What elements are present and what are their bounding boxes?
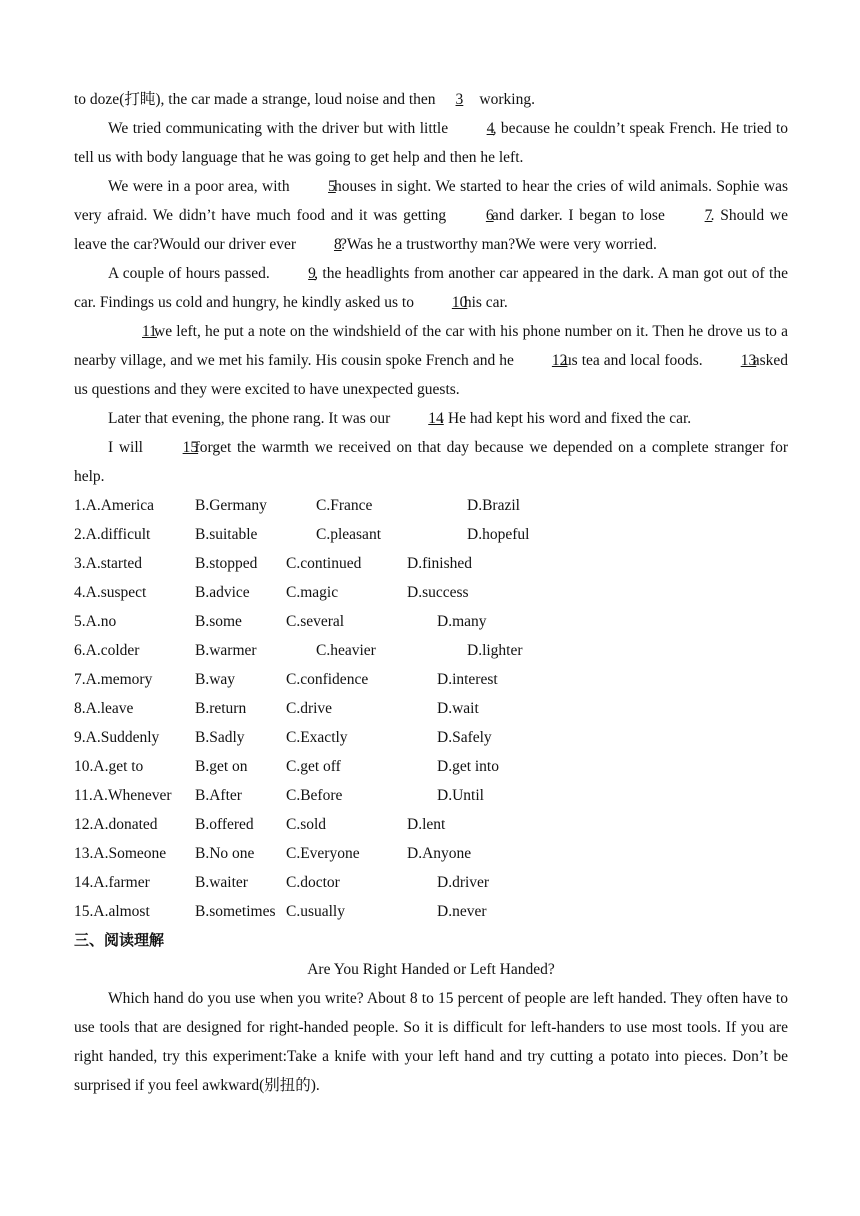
option-row bbox=[74, 810, 788, 839]
option-a: 1.A.America bbox=[74, 497, 155, 514]
options-list bbox=[74, 491, 788, 926]
option-a: 6.A.colder bbox=[74, 642, 140, 659]
option-c: C.confidence bbox=[286, 671, 369, 688]
option-row bbox=[74, 578, 788, 607]
option-row bbox=[74, 897, 788, 926]
passage-text: We were in a poor area, with bbox=[108, 178, 295, 195]
cloze-paragraph bbox=[74, 404, 788, 433]
option-b: B.some bbox=[195, 613, 242, 630]
option-b: B.way bbox=[195, 671, 236, 688]
blank-15: 15 bbox=[182, 439, 199, 456]
option-d: D.lent bbox=[407, 816, 446, 833]
option-b: B.sometimes bbox=[195, 903, 276, 920]
option-row bbox=[74, 607, 788, 636]
option-c: C.pleasant bbox=[316, 526, 381, 543]
blank-6: 6 bbox=[485, 207, 494, 224]
passage-text: houses in sight. We started to hear the cries of wild animals. Sophie was very afraid. We didn’t have much food and it was getting bbox=[74, 178, 788, 224]
option-a: 13.A.Someone bbox=[74, 845, 167, 862]
option-row bbox=[74, 636, 788, 665]
option-b: B.get on bbox=[195, 758, 248, 775]
blank-5: 5 bbox=[328, 178, 336, 195]
option-b: B.return bbox=[195, 700, 247, 717]
option-row bbox=[74, 752, 788, 781]
option-d: D.interest bbox=[437, 671, 498, 688]
blank-12: 12 bbox=[551, 352, 568, 369]
article-title: Are You Right Handed or Left Handed? bbox=[307, 961, 555, 978]
option-a: 7.A.memory bbox=[74, 671, 153, 688]
option-a: 3.A.started bbox=[74, 555, 143, 572]
option-c: C.usually bbox=[286, 903, 345, 920]
option-c: C.heavier bbox=[316, 642, 376, 659]
reading-paragraph: Which hand do you use when you write? About 8 to 15 percent of people are left handed. They often have to use tools that are designed for right-handed people. So it is difficult for left-handers to use most tools. If you are right handed, try this experiment:Take a knife with your left hand and try cutting a potato into pieces. Don’t be surprised if you feel awkward(别扭的). bbox=[74, 990, 788, 1094]
option-a: 4.A.suspect bbox=[74, 584, 147, 601]
option-d: D.wait bbox=[437, 700, 479, 717]
option-b: B.advice bbox=[195, 584, 250, 601]
option-row bbox=[74, 723, 788, 752]
cloze-passage bbox=[74, 85, 788, 491]
option-d: D.Anyone bbox=[407, 845, 472, 862]
option-a: 10.A.get to bbox=[74, 758, 144, 775]
option-c: C.sold bbox=[286, 816, 327, 833]
option-a: 14.A.farmer bbox=[74, 874, 150, 891]
passage-text: forget the warmth we received on that day because we depended on a complete stranger for help. bbox=[74, 439, 788, 485]
blank-3: 3 bbox=[455, 91, 464, 108]
passage-text: I will bbox=[108, 439, 149, 456]
option-b: B.No one bbox=[195, 845, 255, 862]
blank-11: 11 bbox=[142, 323, 157, 340]
blank-4: 4 bbox=[486, 120, 495, 137]
cloze-paragraph bbox=[74, 172, 788, 259]
document-page bbox=[74, 85, 788, 1100]
passage-text: his car. bbox=[463, 294, 508, 311]
passage-text: ?Was he a trustworthy man?We were very worried. bbox=[339, 236, 657, 253]
cloze-paragraph bbox=[74, 433, 788, 491]
option-d: D.Safely bbox=[437, 729, 492, 746]
option-c: C.drive bbox=[286, 700, 333, 717]
option-d: D.success bbox=[407, 584, 469, 601]
passage-text: asked us questions and they were excited to have unexpected guests. bbox=[74, 352, 788, 398]
option-b: B.Germany bbox=[195, 497, 267, 514]
option-b: B.offered bbox=[195, 816, 254, 833]
passage-text: us tea and local foods. bbox=[563, 352, 707, 369]
option-d: D.driver bbox=[437, 874, 490, 891]
option-c: C.Exactly bbox=[286, 729, 348, 746]
option-b: B.waiter bbox=[195, 874, 248, 891]
option-row bbox=[74, 839, 788, 868]
section-title: 三、阅读理解 bbox=[74, 931, 165, 949]
blank-9: 9 bbox=[308, 265, 316, 282]
option-a: 12.A.donated bbox=[74, 816, 158, 833]
option-a: 8.A.leave bbox=[74, 700, 134, 717]
option-a: 9.A.Suddenly bbox=[74, 729, 160, 746]
option-d: D.Until bbox=[437, 787, 484, 804]
option-d: D.hopeful bbox=[467, 526, 530, 543]
option-a: 11.A.Whenever bbox=[74, 787, 172, 804]
option-row bbox=[74, 694, 788, 723]
option-d: D.finished bbox=[407, 555, 473, 572]
passage-text: and darker. I began to lose bbox=[491, 207, 671, 224]
passage-text: A couple of hours passed. bbox=[108, 265, 275, 282]
passage-text: , the headlights from another car appeared in the dark. A man got out of the car. Findings us cold and hungry, he kindly asked us to bbox=[74, 265, 788, 311]
option-a: 2.A.difficult bbox=[74, 526, 151, 543]
passage-text: we left, he put a note on the windshield of the car with his phone number on it. Then he drove us to a nearby village, and we met his family. His cousin spoke French and he bbox=[74, 323, 788, 369]
passage-text: to doze(打盹), the car made a strange, loud noise and then bbox=[74, 91, 440, 108]
option-c: C.magic bbox=[286, 584, 339, 601]
passage-text: , because he couldn’t speak French. He tried to tell us with body language that he was going to get help and then he left. bbox=[74, 120, 789, 166]
blank-7: 7 bbox=[704, 207, 713, 224]
option-c: C.several bbox=[286, 613, 345, 630]
passage-text: We tried communicating with the driver but with little bbox=[108, 120, 453, 137]
option-row bbox=[74, 781, 788, 810]
cloze-paragraph bbox=[74, 85, 788, 114]
blank-8: 8 bbox=[333, 236, 342, 253]
option-d: D.many bbox=[437, 613, 487, 630]
option-c: C.continued bbox=[286, 555, 362, 572]
option-d: D.lighter bbox=[467, 642, 523, 659]
option-a: 5.A.no bbox=[74, 613, 117, 630]
option-row bbox=[74, 491, 788, 520]
option-d: D.Brazil bbox=[467, 497, 520, 514]
option-b: B.Sadly bbox=[195, 729, 245, 746]
option-row bbox=[74, 868, 788, 897]
option-d: D.get into bbox=[437, 758, 499, 775]
passage-text: working. bbox=[479, 91, 535, 108]
option-c: C.get off bbox=[286, 758, 341, 775]
cloze-paragraph bbox=[74, 114, 788, 172]
blank-10: 10 bbox=[451, 294, 468, 311]
cloze-paragraph bbox=[74, 317, 788, 404]
passage-text: . He had kept his word and fixed the car. bbox=[440, 410, 692, 427]
option-c: C.France bbox=[316, 497, 373, 514]
option-c: C.doctor bbox=[286, 874, 340, 891]
option-d: D.never bbox=[437, 903, 487, 920]
option-b: B.After bbox=[195, 787, 242, 804]
passage-text: . Should we leave the car?Would our driver ever bbox=[74, 207, 788, 253]
option-c: C.Everyone bbox=[286, 845, 360, 862]
option-b: B.suitable bbox=[195, 526, 258, 543]
option-row bbox=[74, 665, 788, 694]
option-row bbox=[74, 520, 788, 549]
blank-13: 13 bbox=[740, 352, 757, 369]
blank-14: 14 bbox=[428, 410, 444, 427]
option-row bbox=[74, 549, 788, 578]
option-b: B.stopped bbox=[195, 555, 258, 572]
option-a: 15.A.almost bbox=[74, 903, 150, 920]
option-c: C.Before bbox=[286, 787, 343, 804]
passage-text: Later that evening, the phone rang. It was our bbox=[108, 410, 395, 427]
cloze-paragraph bbox=[74, 259, 788, 317]
option-b: B.warmer bbox=[195, 642, 257, 659]
